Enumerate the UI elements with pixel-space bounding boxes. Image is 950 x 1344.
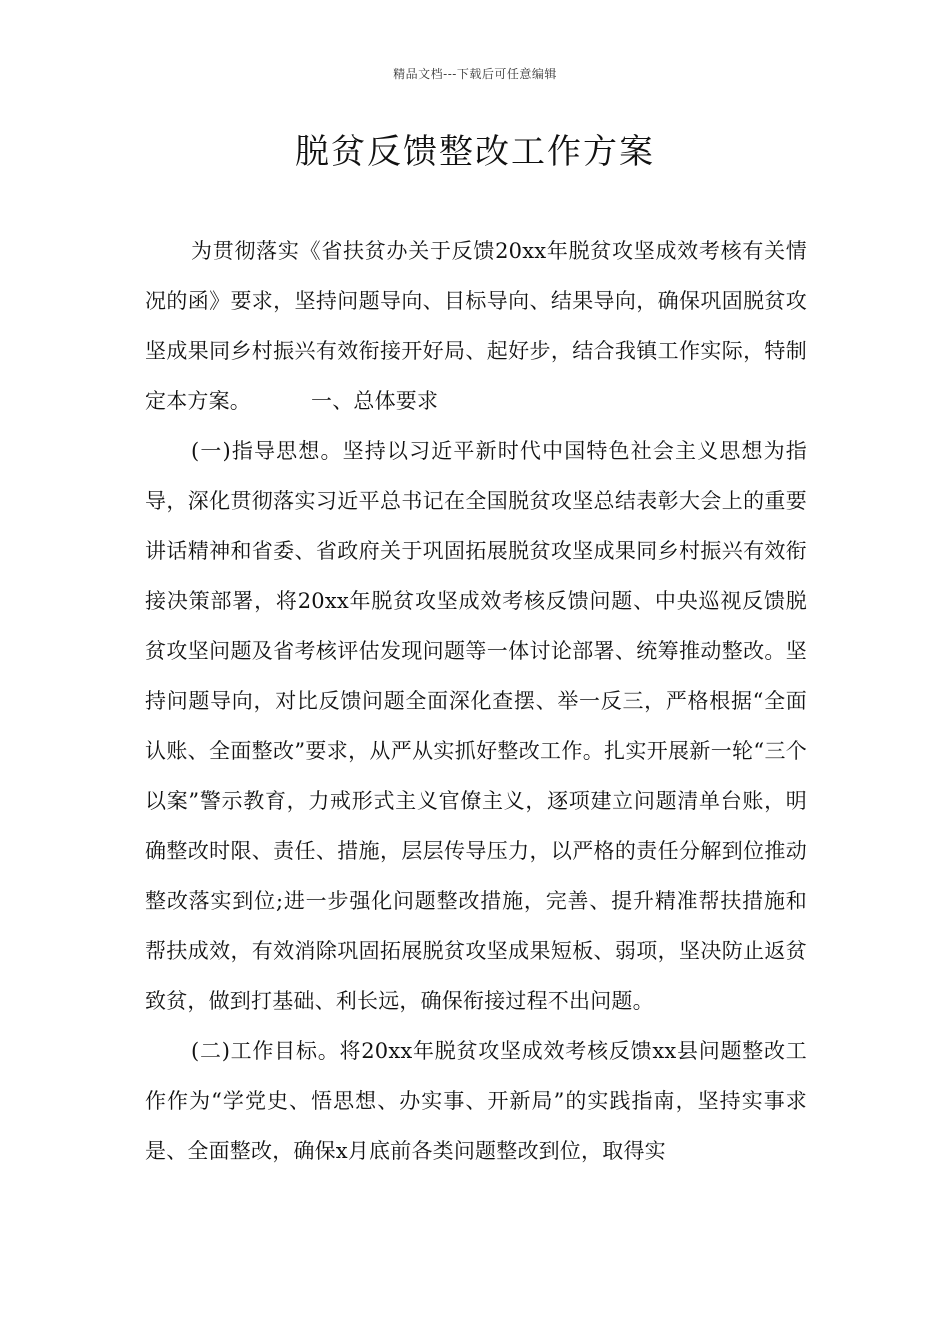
intro-text: 为贯彻落实《省扶贫办关于反馈20xx年脱贫攻坚成效考核有关情况的函》要求，坚持问题导向、目标导向、结果导向，确保巩固脱贫攻坚成果同乡村振兴有效衔接开好局、起好步，结合我镇工作实际，特制定本方案。 [145, 239, 807, 413]
paragraph-work-goals: (二)工作目标。将20xx年脱贫攻坚成效考核反馈xx县问题整改工作作为“学党史、悟思想、办实事、开新局”的实践指南，坚持实事求是、全面整改，确保x月底前各类问题整改到位，取得实 [145, 1039, 807, 1163]
document-title: 脱贫反馈整改工作方案 [295, 132, 655, 172]
paragraph-guiding-thought: (一)指导思想。坚持以习近平新时代中国特色社会主义思想为指导，深化贯彻落实习近平总书记在全国脱贫攻坚总结表彰大会上的重要讲话精神和省委、省政府关于巩固拓展脱贫攻坚成果同乡村振兴有效衔接决策部署，将20xx年脱贫攻坚成效考核反馈问题、中央巡视反馈脱贫攻坚问题及省考核评估发现问题等一体讨论部署、统筹推动整改。坚持问题导向，对比反馈问题全面深化查摆、举一反三，严格根据“全面认账、全面整改”要求，从严从实抓好整改工作。扎实开展新一轮“三个以案”警示教育，力戒形式主义官僚主义，逐项建立问题清单台账，明确整改时限、责任、措施，层层传导压力，以严格的责任分解到位推动整改落实到位;进一步强化问题整改措施，完善、提升精准帮扶措施和帮扶成效，有效消除巩固拓展脱贫攻坚成果短板、弱项，坚决防止返贫致贫，做到打基础、利长远，确保衔接过程不出问题。 [145, 439, 807, 1013]
header-note: 精品文档---下载后可任意编辑 [393, 67, 557, 81]
section-heading: 一、总体要求 [311, 389, 439, 413]
intro-paragraph [145, 226, 807, 426]
document-body [145, 226, 807, 1176]
